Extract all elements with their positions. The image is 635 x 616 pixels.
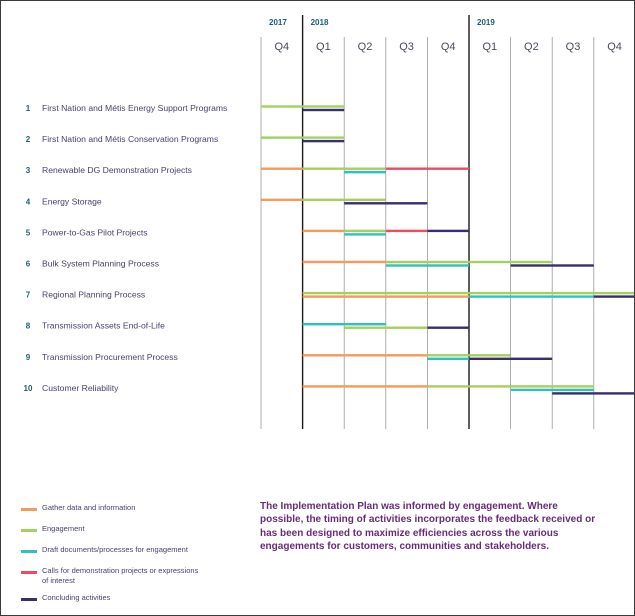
year-label-2017: 2017 [269,18,287,27]
activity-bar [261,199,303,201]
quarter-label: Q4 [607,41,622,53]
row-label: Energy Storage [42,196,102,207]
row-label: Power-to-Gas Pilot Projects [42,227,148,238]
row-number: 4 [25,197,31,207]
activity-bar [386,230,428,232]
activity-bar [552,392,634,394]
legend-swatch-engagement [21,529,37,532]
year-label-2018: 2018 [310,18,329,27]
quarter-label: Q3 [565,41,581,53]
quarter-label: Q4 [274,41,290,53]
legend-label-calls: Calls for demonstration projects or expressions of interest [42,566,199,585]
activity-bar [469,358,552,360]
activity-bar [261,105,344,107]
activity-bar [427,358,469,360]
quarter-label: Q4 [440,41,456,53]
year-label-2019: 2019 [477,18,495,27]
row-number: 2 [25,135,31,145]
quarter-label: Q1 [482,41,498,53]
activity-bar [386,168,469,170]
row-label: Transmission Assets End-of-Life [42,320,165,331]
activity-bar [303,385,428,387]
legend-item-gather [21,501,251,522]
row-number: 7 [25,290,31,300]
legend-item-concluding [21,591,251,612]
activity-bar [469,295,594,297]
activity-bar [427,385,593,387]
legend-label-gather: Gather data and information [42,503,136,512]
activity-bar [303,168,386,170]
row-label: Transmission Procurement Process [42,351,178,362]
legend-item-draft [21,543,251,564]
gantt-chart [1,1,634,491]
legend-label-engagement: Engagement [42,524,85,533]
quarter-label: Q2 [357,41,373,53]
legend-swatch-concluding [21,598,37,601]
row-number: 8 [25,321,31,331]
activity-bar [303,140,345,142]
row-number: 1 [25,104,31,113]
legend [21,501,251,612]
row-number: 9 [25,352,31,362]
activity-bar [344,230,386,232]
legend-swatch-gather [21,508,37,511]
legend-label-draft: Draft documents/processes for engagement [42,545,188,554]
legend-label-concluding: Concluding activities [42,593,111,602]
activity-bar [386,264,469,266]
implementation-note: The Implementation Plan was informed by engagement. Where possible, the timing of activities incorporates the feedback received or has been designed to maximize efficiencies across the various engagements for customers, communities and stakeholders. [260,501,596,553]
legend-item-calls [21,564,251,591]
activity-bar [303,323,386,325]
row-number: 10 [23,383,33,393]
activity-bar [344,233,386,235]
activity-bar [261,136,344,138]
quarter-label: Q3 [399,41,414,53]
activity-bar [303,109,345,111]
row-label: Renewable DG Demonstration Projects [42,165,192,176]
activity-bar [303,261,386,263]
row-label: Bulk System Planning Process [42,258,160,269]
activity-bar [303,295,469,297]
activity-bar [303,354,428,356]
row-number: 6 [25,259,31,269]
row-number: 5 [25,228,31,238]
activity-bar [303,230,345,232]
activity-bar [303,199,386,201]
legend-item-engagement [21,522,251,543]
activity-bar [427,327,469,329]
legend-swatch-draft [21,550,37,553]
activity-bar [303,292,634,294]
activity-bar [386,261,552,263]
quarter-label: Q2 [524,41,539,53]
activity-bar [511,389,594,391]
activity-bar [427,354,510,356]
activity-bar [344,171,386,173]
legend-swatch-calls [21,571,37,574]
row-number: 3 [25,166,31,176]
activity-bar [344,202,427,204]
row-label: Regional Planning Process [42,289,146,300]
row-label: First Nation and Métis Energy Support Programs [42,103,228,113]
activity-bar [427,230,469,232]
activity-bar [261,168,303,170]
activity-bar [511,264,594,266]
row-label: Customer Reliability [42,382,119,393]
row-label: First Nation and Métis Conservation Programs [42,134,219,145]
activity-bar [594,295,634,297]
activity-bar [344,327,427,329]
quarter-label: Q1 [316,41,331,53]
